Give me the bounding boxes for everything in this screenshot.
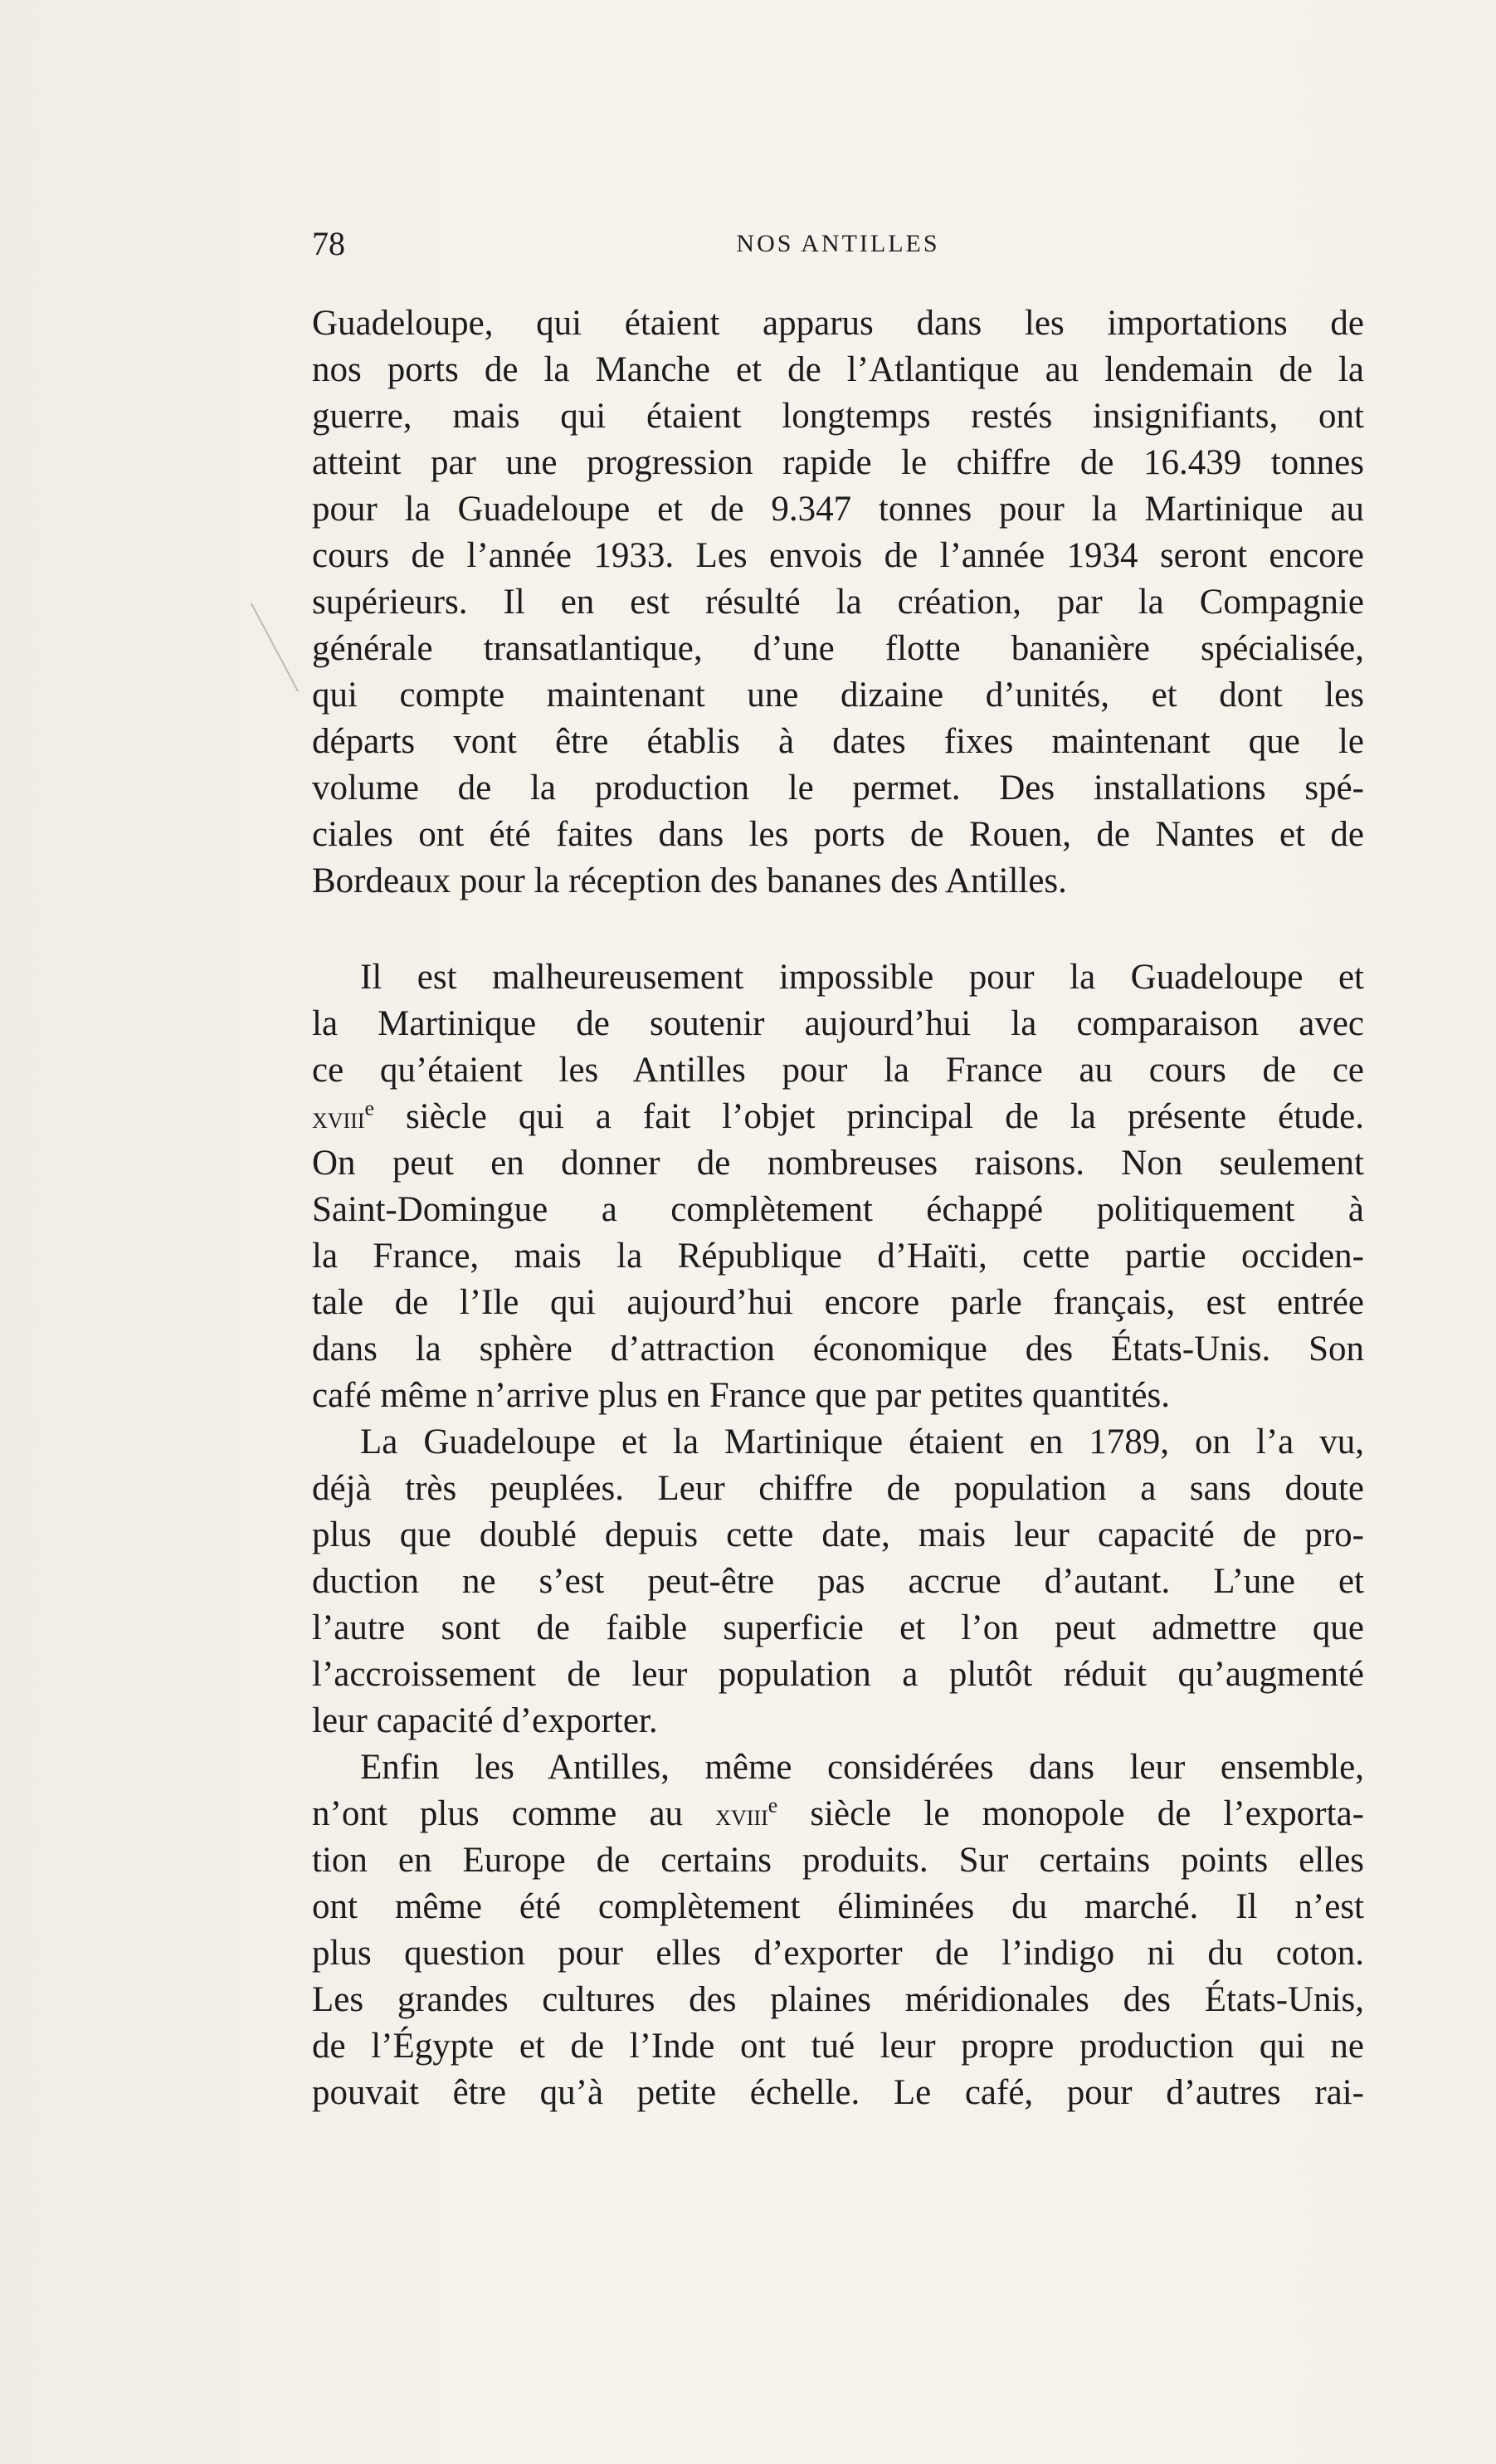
text-line: atteint par une progression rapide le chiffre de 16.439 tonnes [312, 443, 1364, 482]
text-line-rest: siècle qui a fait l’objet principal de la présente étude. [373, 1097, 1364, 1136]
scan-mark [251, 603, 299, 692]
text-line: qui compte maintenant une dizaine d’unités, et dont les [312, 676, 1364, 715]
text-line: dans la sphère d’attraction économique des États-Unis. Son [312, 1330, 1364, 1369]
paragraph-4 [312, 1744, 1364, 2116]
century-numeral: xviii [312, 1100, 365, 1134]
text-line: nos ports de la Manche et de l’Atlantique au lendemain de la [312, 350, 1364, 389]
text-line: café même n’arrive plus en France que par petites quantités. [312, 1376, 1170, 1415]
text-line: départs vont être établis à dates fixes maintenant que le [312, 722, 1364, 761]
text-line: l’accroissement de leur population a plutôt réduit qu’augmenté [312, 1655, 1364, 1694]
text-line-start: n’ont plus comme au [312, 1794, 716, 1833]
century-numeral: xviii [715, 1798, 768, 1832]
century-superscript: e [767, 1793, 778, 1818]
text-line: leur capacité d’exporter. [312, 1701, 658, 1740]
text-line: ciales ont été faites dans les ports de Rouen, de Nantes et de [312, 815, 1364, 854]
text-line: Guadeloupe, qui étaient apparus dans les importations de [312, 304, 1364, 343]
text-line: l’autre sont de faible superficie et l’on peut admettre que [312, 1608, 1364, 1647]
paragraph-gap [312, 905, 1364, 954]
text-line: de l’Égypte et de l’Inde ont tué leur propre production qui ne [312, 2027, 1364, 2066]
text-line: pour la Guadeloupe et de 9.347 tonnes pour la Martinique au [312, 490, 1364, 529]
text-line: plus que doublé depuis cette date, mais leur capacité de pro- [312, 1515, 1364, 1554]
text-line: volume de la production le permet. Des installations spé- [312, 768, 1364, 808]
text-line: plus question pour elles d’exporter de l’indigo ni du coton. [312, 1934, 1364, 1973]
text-line: Les grandes cultures des plaines méridionales des États-Unis, [312, 1980, 1364, 2019]
text-line [312, 1094, 1364, 1140]
text-line: On peut en donner de nombreuses raisons. Non seulement [312, 1144, 1364, 1183]
text-line: guerre, mais qui étaient longtemps restés insignifiants, ont [312, 397, 1364, 436]
running-title: NOS ANTILLES [736, 230, 940, 257]
paragraph-1 [312, 300, 1364, 905]
text-line: Il est malheureusement impossible pour la Guadeloupe et [360, 958, 1364, 997]
page-header [312, 224, 1364, 264]
text-line: générale transatlantique, d’une flotte bananière spécialisée, [312, 629, 1364, 668]
century-superscript: e [364, 1095, 374, 1120]
page-number: 78 [312, 225, 345, 262]
text-line: supérieurs. Il en est résulté la création, par la Compagnie [312, 583, 1364, 622]
text-line: pouvait être qu’à petite échelle. Le café, pour d’autres rai- [312, 2073, 1364, 2112]
text-line: la Martinique de soutenir aujourd’hui la comparaison avec [312, 1004, 1364, 1043]
text-line: tion en Europe de certains produits. Sur certains points elles [312, 1841, 1364, 1880]
text-line: la France, mais la République d’Haïti, cette partie occiden- [312, 1237, 1364, 1276]
body-text [312, 300, 1364, 2116]
text-line: La Guadeloupe et la Martinique étaient en 1789, on l’a vu, [360, 1422, 1364, 1461]
text-line: duction ne s’est peut-être pas accrue d’autant. L’une et [312, 1562, 1364, 1601]
text-line: cours de l’année 1933. Les envois de l’année 1934 seront encore [312, 536, 1364, 575]
text-line-rest: siècle le monopole de l’exporta- [777, 1794, 1364, 1833]
text-line [312, 1791, 1364, 1837]
text-line: ce qu’étaient les Antilles pour la France au cours de ce [312, 1051, 1364, 1090]
text-line: ont même été complètement éliminées du marché. Il n’est [312, 1887, 1364, 1926]
text-line: déjà très peuplées. Leur chiffre de population a sans doute [312, 1469, 1364, 1508]
paragraph-3 [312, 1419, 1364, 1744]
text-line: Saint-Domingue a complètement échappé politiquement à [312, 1190, 1364, 1229]
text-line: Enfin les Antilles, même considérées dans leur ensemble, [360, 1748, 1364, 1787]
text-line: Bordeaux pour la réception des bananes des Antilles. [312, 861, 1067, 900]
text-line: tale de l’Ile qui aujourd’hui encore parle français, est entrée [312, 1283, 1364, 1322]
paragraph-2 [312, 954, 1364, 1419]
